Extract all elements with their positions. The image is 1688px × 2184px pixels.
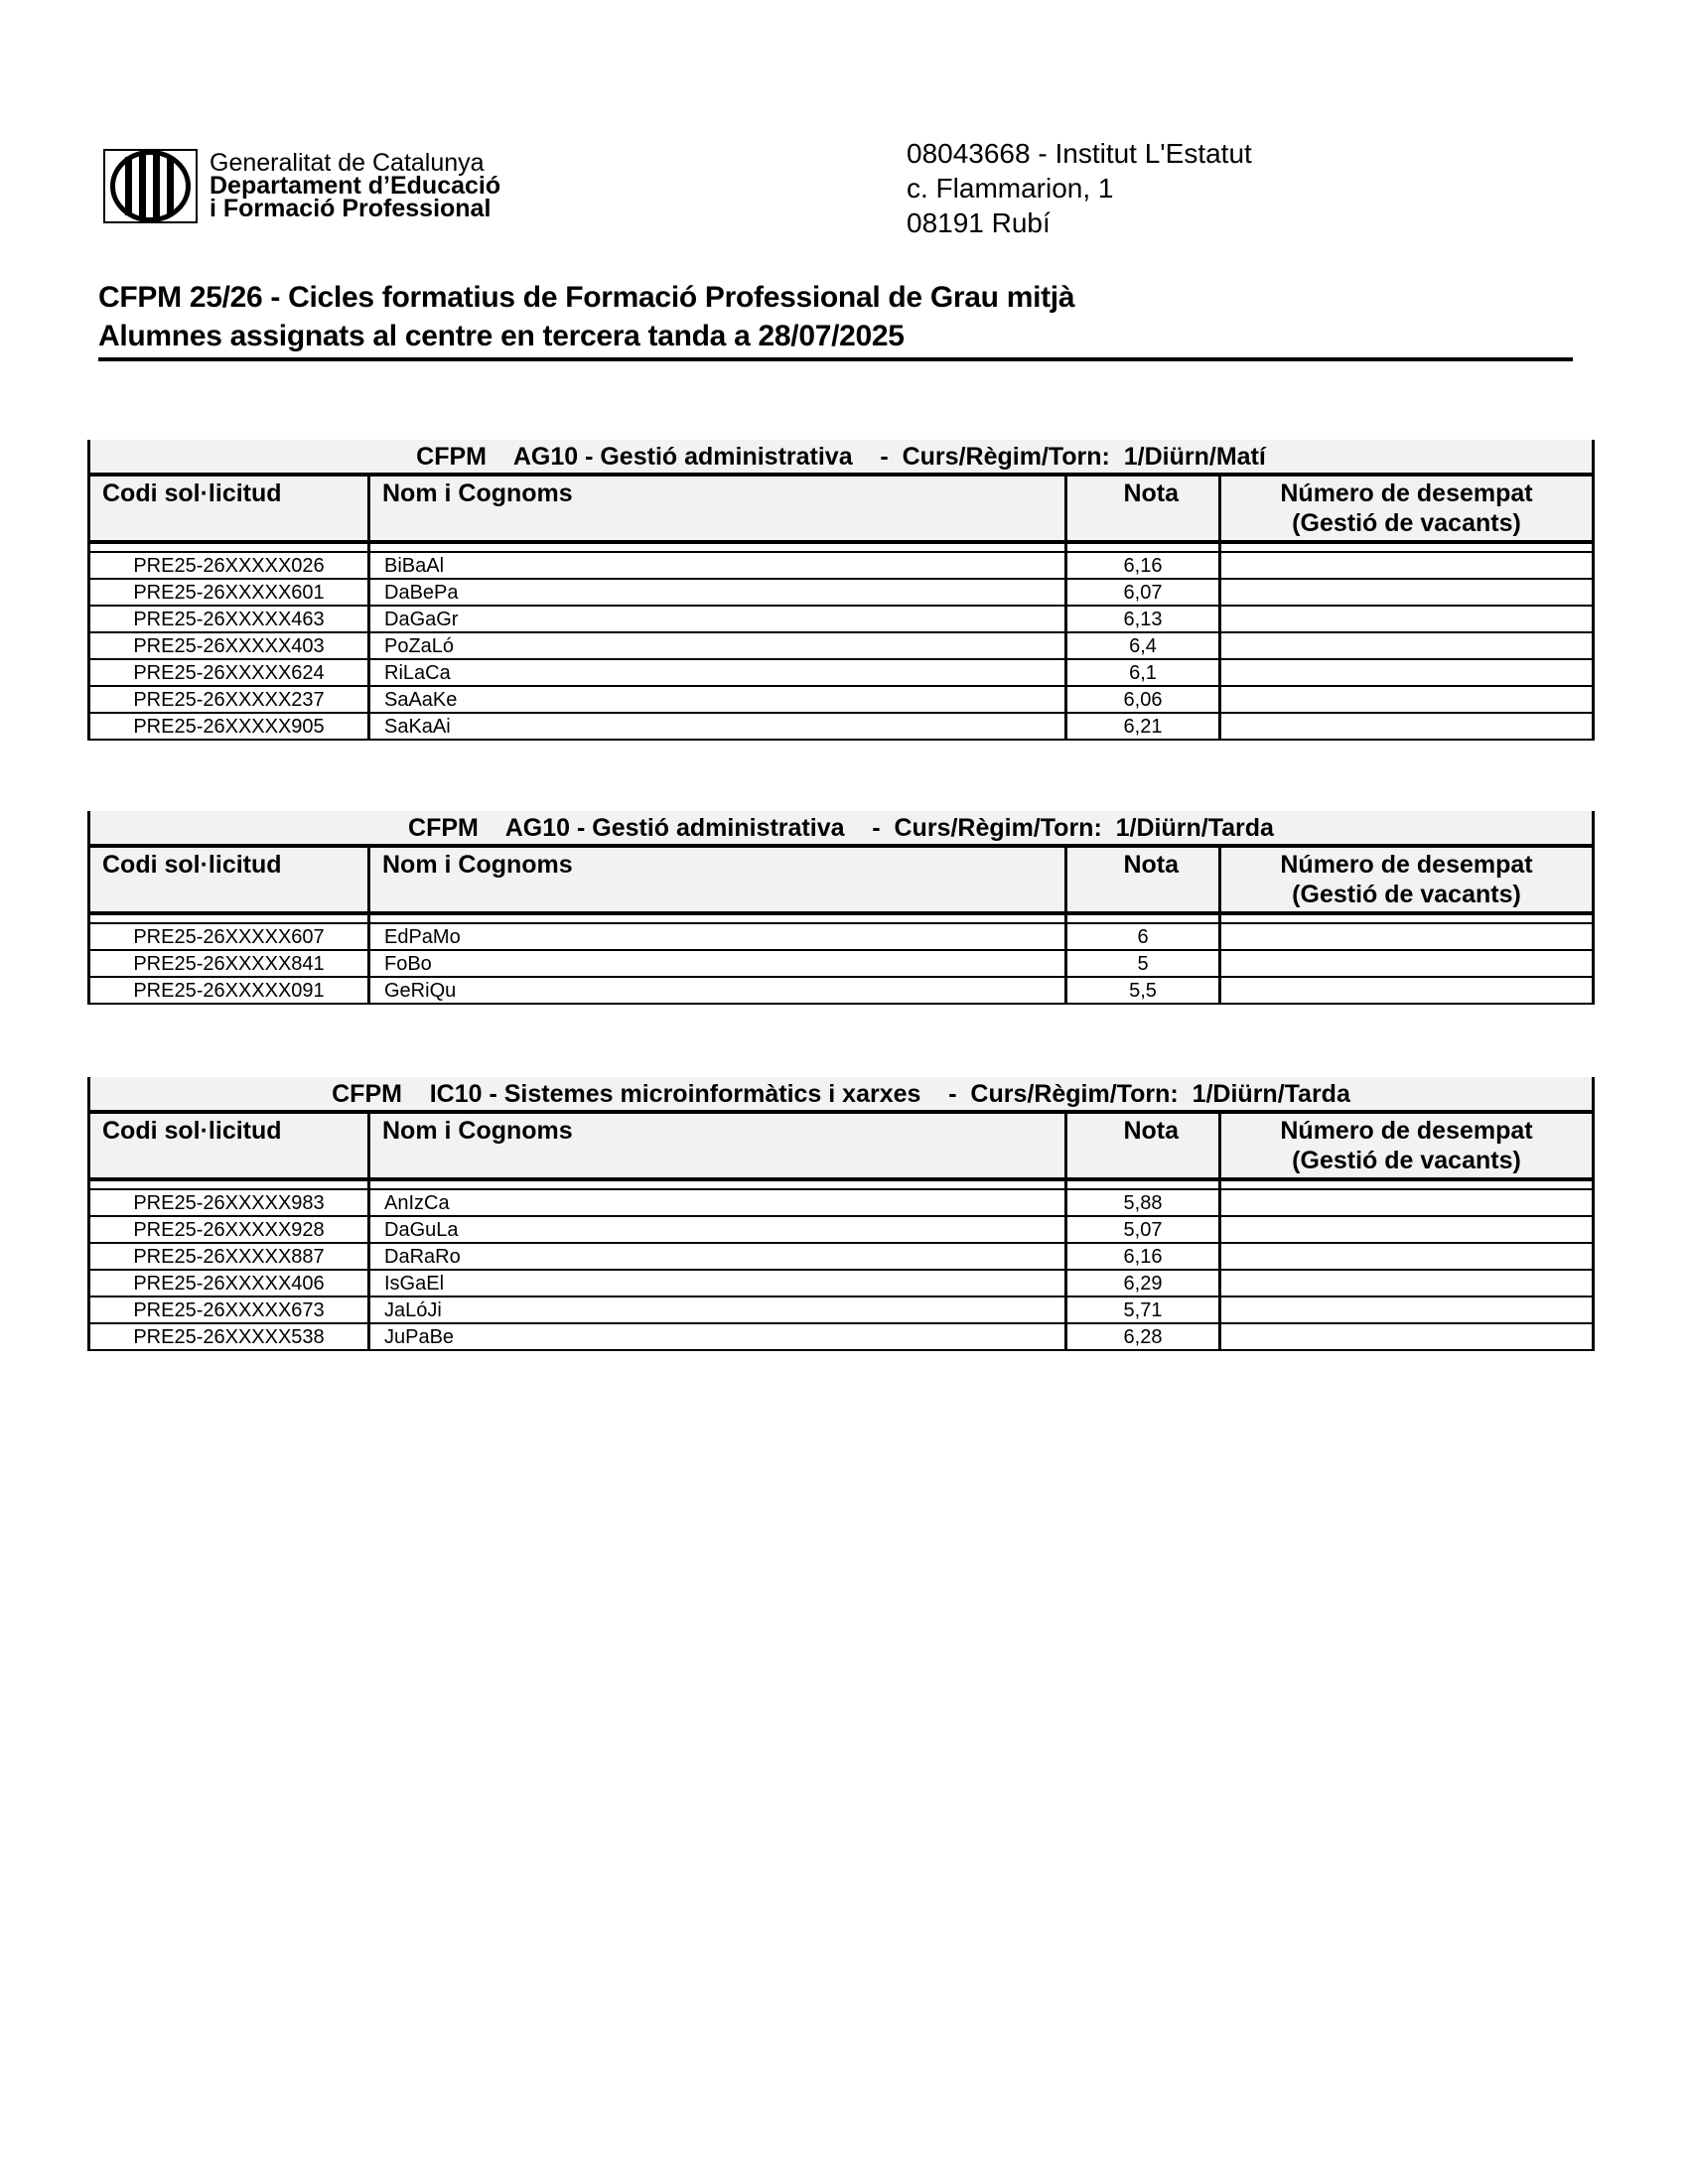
cell-nom: DaRaRo — [370, 1244, 1067, 1269]
cell-codi: PRE25-26XXXXX887 — [90, 1244, 370, 1269]
cell-nota: 6,28 — [1067, 1324, 1221, 1349]
cell-desempat — [1221, 1190, 1592, 1215]
table-row — [90, 660, 1592, 687]
cell-nom: BiBaAl — [370, 553, 1067, 578]
header-codi: Codi sol·licitud — [90, 477, 370, 540]
address-line-3: 08191 Rubí — [907, 207, 1051, 238]
header-desempat-line-1: Número de desempat — [1280, 851, 1533, 879]
cell-desempat — [1221, 660, 1592, 685]
header-codi: Codi sol·licitud — [90, 1114, 370, 1177]
cell-nom: AnIzCa — [370, 1190, 1067, 1215]
cell-codi: PRE25-26XXXXX403 — [90, 633, 370, 658]
cell-desempat — [1221, 580, 1592, 605]
cell-desempat — [1221, 924, 1592, 949]
table-row — [90, 580, 1592, 607]
header-codi: Codi sol·licitud — [90, 848, 370, 911]
cell-codi: PRE25-26XXXXX538 — [90, 1324, 370, 1349]
table-row — [90, 1324, 1592, 1351]
header-nota: Nota — [1067, 477, 1221, 540]
table-row — [90, 633, 1592, 660]
header-nom: Nom i Cognoms — [370, 1114, 1067, 1177]
cell-codi: PRE25-26XXXXX601 — [90, 580, 370, 605]
cell-desempat — [1221, 951, 1592, 976]
table-spacer — [90, 915, 1592, 924]
cell-desempat — [1221, 687, 1592, 712]
cell-desempat — [1221, 1217, 1592, 1242]
table-heading: CFPM AG10 - Gestió administrativa - Curs/Règim/Torn: 1/Diürn/Matí — [90, 440, 1592, 477]
logo-line-1: Generalitat de Catalunya — [210, 149, 485, 177]
catalonia-coat-of-arms-icon — [103, 149, 198, 223]
header-desempat — [1221, 477, 1592, 540]
header-desempat-line-1: Número de desempat — [1280, 1117, 1533, 1145]
header-desempat-line-2: (Gestió de vacants) — [1292, 509, 1521, 537]
header-nota: Nota — [1067, 848, 1221, 911]
table-heading: CFPM AG10 - Gestió administrativa - Curs/Règim/Torn: 1/Diürn/Tarda — [90, 811, 1592, 848]
cell-desempat — [1221, 978, 1592, 1003]
cell-desempat — [1221, 553, 1592, 578]
table-header-row — [90, 477, 1592, 544]
cell-nota: 6,16 — [1067, 553, 1221, 578]
cell-nom: SaAaKe — [370, 687, 1067, 712]
header-desempat-line-2: (Gestió de vacants) — [1292, 1147, 1521, 1174]
generalitat-logo — [103, 149, 500, 223]
cell-nota: 6,1 — [1067, 660, 1221, 685]
table-row — [90, 1217, 1592, 1244]
cell-nota: 6,4 — [1067, 633, 1221, 658]
table-row — [90, 1297, 1592, 1324]
table-row — [90, 1190, 1592, 1217]
cell-codi: PRE25-26XXXXX607 — [90, 924, 370, 949]
table-row — [90, 607, 1592, 633]
table-heading: CFPM IC10 - Sistemes microinformàtics i xarxes - Curs/Règim/Torn: 1/Diürn/Tarda — [90, 1077, 1592, 1114]
cell-desempat — [1221, 1271, 1592, 1296]
table-row — [90, 1244, 1592, 1271]
document-title — [98, 278, 1573, 361]
cell-nota: 6,07 — [1067, 580, 1221, 605]
students-table — [87, 1077, 1595, 1351]
table-row — [90, 924, 1592, 951]
table-row — [90, 951, 1592, 978]
cell-nom: DaGaGr — [370, 607, 1067, 631]
header-nota: Nota — [1067, 1114, 1221, 1177]
cell-nom: JuPaBe — [370, 1324, 1067, 1349]
header-desempat — [1221, 848, 1592, 911]
table-row — [90, 1271, 1592, 1297]
cell-desempat — [1221, 633, 1592, 658]
cell-nom: IsGaEl — [370, 1271, 1067, 1296]
logo-line-2: Departament d’Educació — [210, 172, 501, 200]
cell-nom: DaGuLa — [370, 1217, 1067, 1242]
cell-nom: JaLóJi — [370, 1297, 1067, 1322]
table-row — [90, 714, 1592, 741]
cell-desempat — [1221, 714, 1592, 739]
cell-codi: PRE25-26XXXXX463 — [90, 607, 370, 631]
title-line-2: Alumnes assignats al centre en tercera tanda a 28/07/2025 — [98, 320, 905, 352]
table-row — [90, 978, 1592, 1005]
header-desempat-line-2: (Gestió de vacants) — [1292, 881, 1521, 908]
cell-nom: DaBePa — [370, 580, 1067, 605]
cell-desempat — [1221, 1324, 1592, 1349]
table-header-row — [90, 1114, 1592, 1181]
cell-nom: EdPaMo — [370, 924, 1067, 949]
cell-codi: PRE25-26XXXXX406 — [90, 1271, 370, 1296]
table-spacer — [90, 1181, 1592, 1190]
cell-codi: PRE25-26XXXXX026 — [90, 553, 370, 578]
cell-nota: 5,07 — [1067, 1217, 1221, 1242]
header-nom: Nom i Cognoms — [370, 848, 1067, 911]
cell-nota: 6,16 — [1067, 1244, 1221, 1269]
table-row — [90, 553, 1592, 580]
address-line-2: c. Flammarion, 1 — [907, 173, 1114, 204]
cell-codi: PRE25-26XXXXX237 — [90, 687, 370, 712]
table-row — [90, 687, 1592, 714]
header-desempat — [1221, 1114, 1592, 1177]
cell-codi: PRE25-26XXXXX905 — [90, 714, 370, 739]
cell-nota: 6,13 — [1067, 607, 1221, 631]
cell-nota: 5,71 — [1067, 1297, 1221, 1322]
cell-codi: PRE25-26XXXXX983 — [90, 1190, 370, 1215]
cell-nota: 6,21 — [1067, 714, 1221, 739]
cell-codi: PRE25-26XXXXX091 — [90, 978, 370, 1003]
cell-nota: 6,06 — [1067, 687, 1221, 712]
logo-line-3: i Formació Professional — [210, 195, 492, 222]
cell-nom: FoBo — [370, 951, 1067, 976]
cell-codi: PRE25-26XXXXX928 — [90, 1217, 370, 1242]
cell-nota: 6,29 — [1067, 1271, 1221, 1296]
cell-nota: 5 — [1067, 951, 1221, 976]
cell-nom: PoZaLó — [370, 633, 1067, 658]
cell-nota: 5,5 — [1067, 978, 1221, 1003]
cell-nom: GeRiQu — [370, 978, 1067, 1003]
students-table — [87, 811, 1595, 1005]
cell-nota: 6 — [1067, 924, 1221, 949]
cell-codi: PRE25-26XXXXX841 — [90, 951, 370, 976]
cell-nom: SaKaAi — [370, 714, 1067, 739]
cell-desempat — [1221, 607, 1592, 631]
title-line-1: CFPM 25/26 - Cicles formatius de Formació Professional de Grau mitjà — [98, 281, 1075, 314]
school-address — [907, 136, 1252, 240]
cell-codi: PRE25-26XXXXX624 — [90, 660, 370, 685]
cell-desempat — [1221, 1297, 1592, 1322]
students-table — [87, 440, 1595, 741]
cell-nom: RiLaCa — [370, 660, 1067, 685]
table-spacer — [90, 544, 1592, 553]
address-line-1: 08043668 - Institut L'Estatut — [907, 138, 1252, 169]
cell-nota: 5,88 — [1067, 1190, 1221, 1215]
header-desempat-line-1: Número de desempat — [1280, 479, 1533, 507]
table-header-row — [90, 848, 1592, 915]
cell-desempat — [1221, 1244, 1592, 1269]
cell-codi: PRE25-26XXXXX673 — [90, 1297, 370, 1322]
header-nom: Nom i Cognoms — [370, 477, 1067, 540]
